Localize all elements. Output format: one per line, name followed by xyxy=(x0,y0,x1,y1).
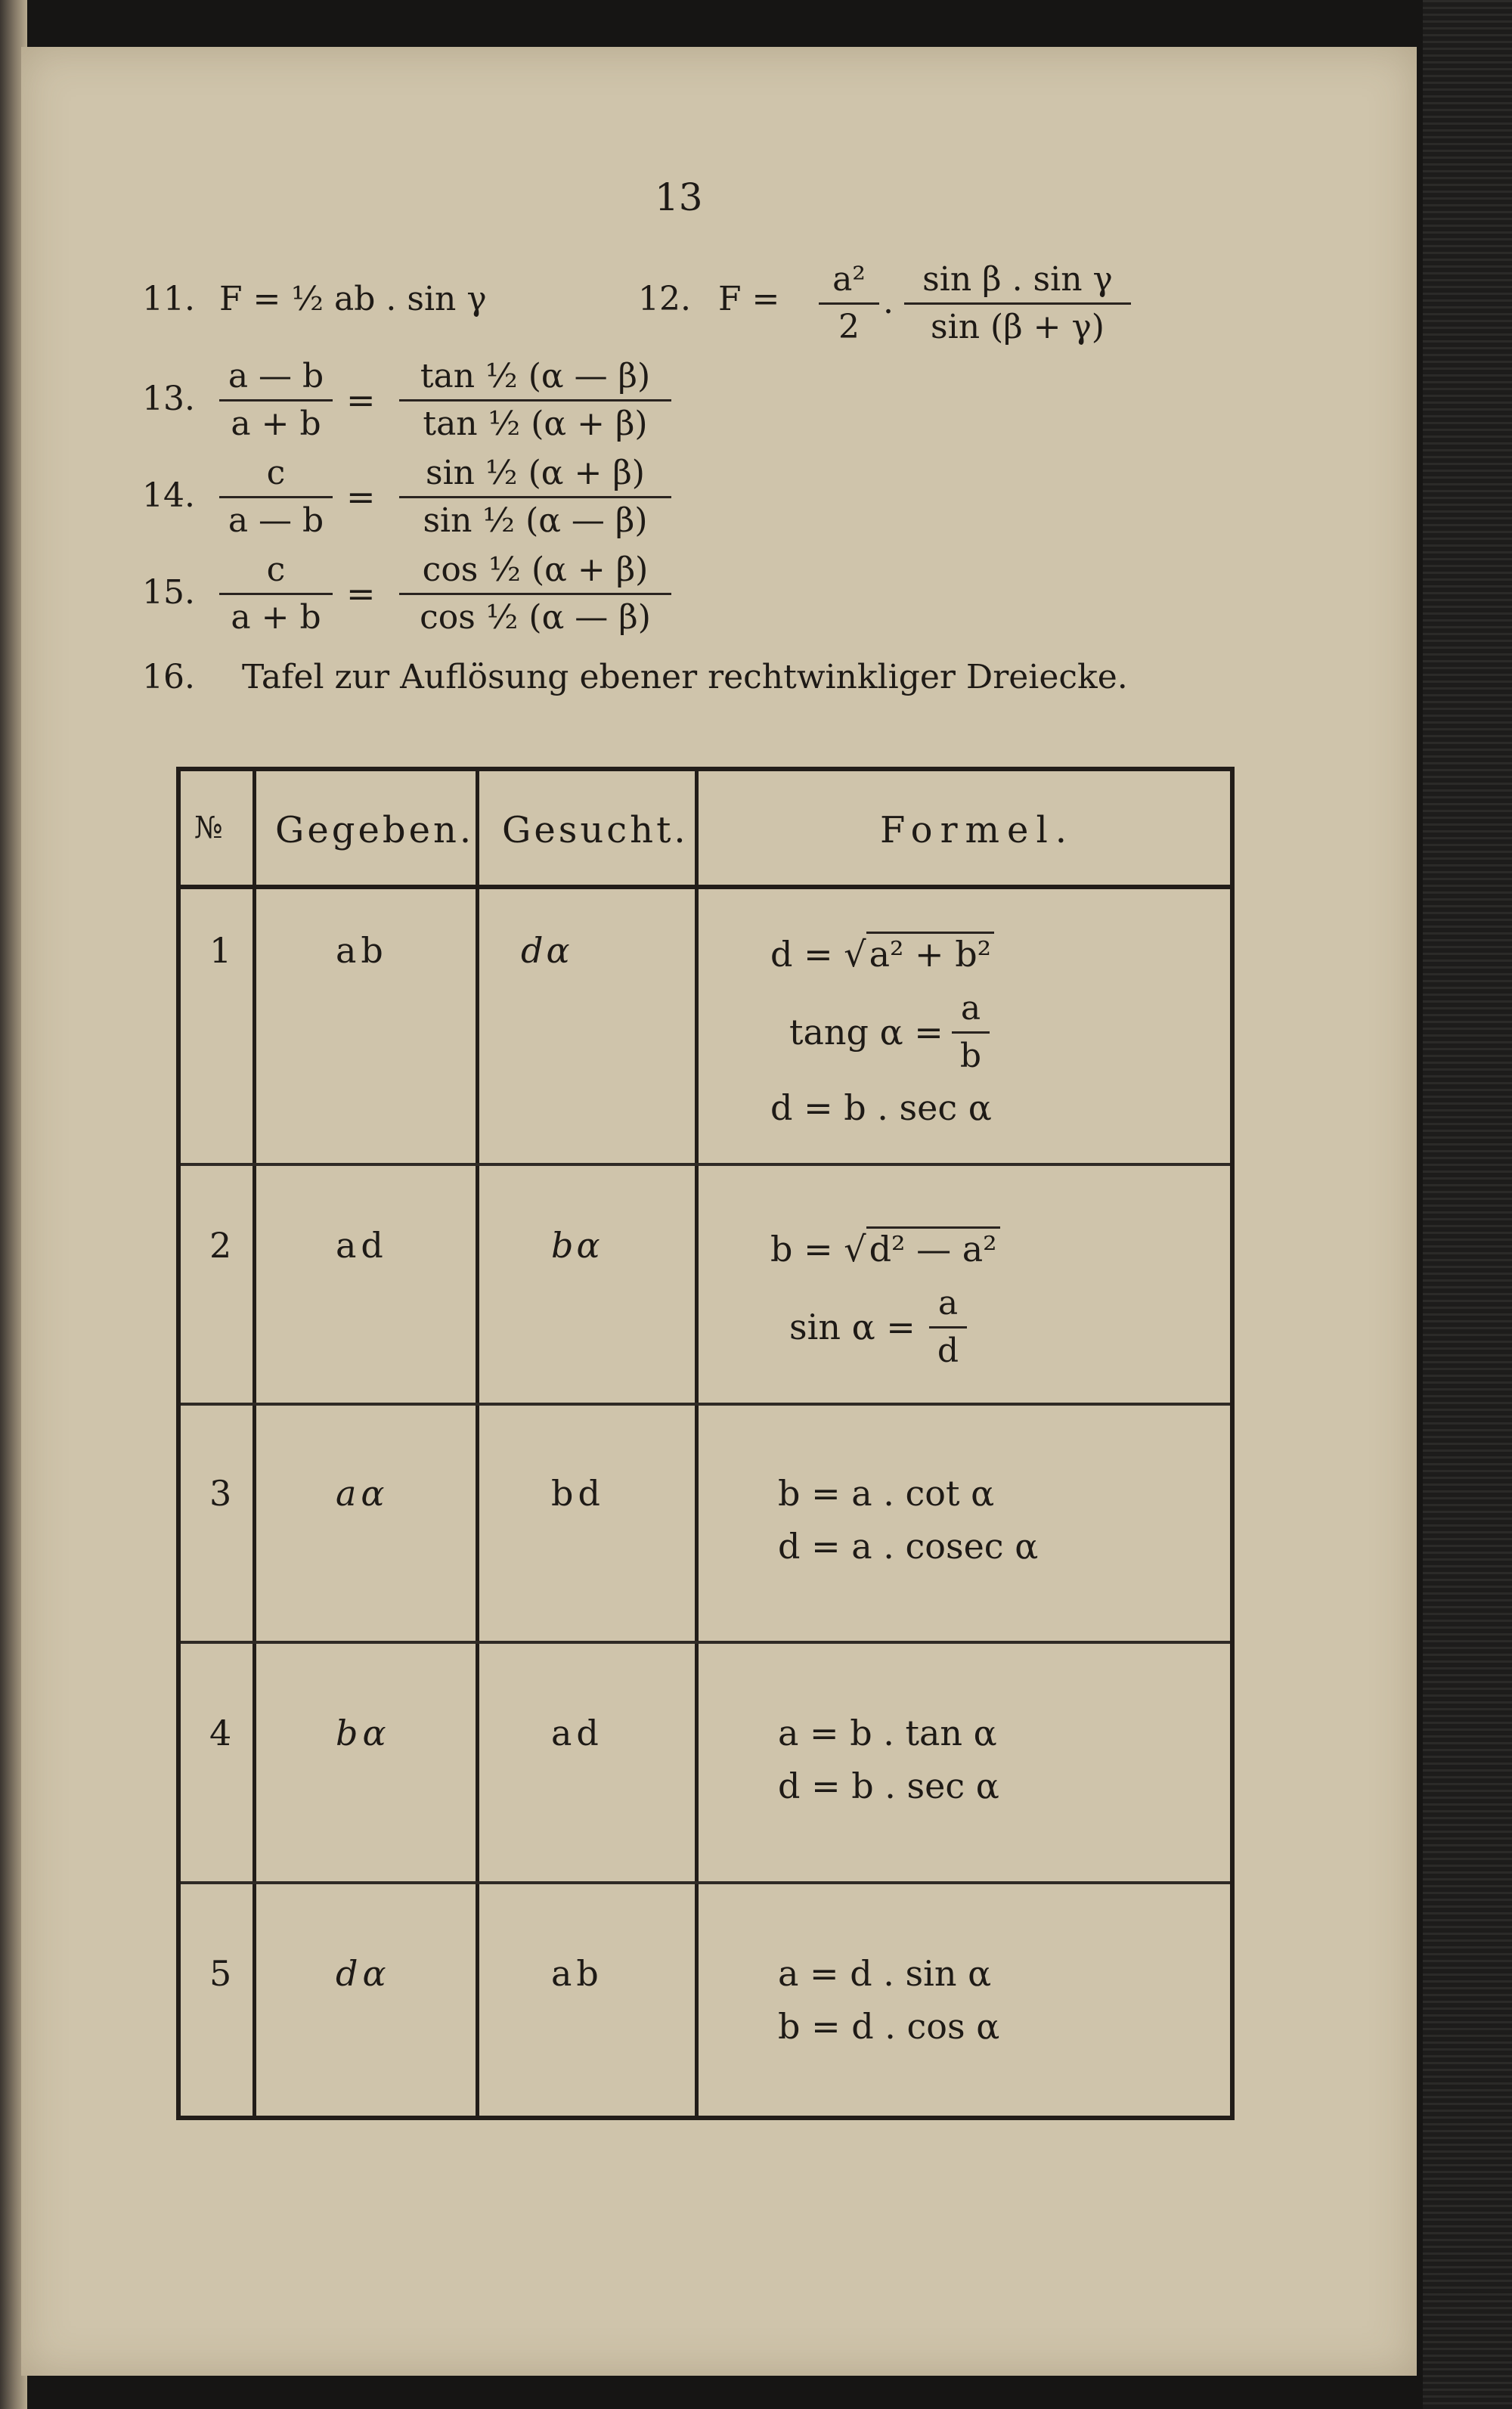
formula-13-num: 13. xyxy=(142,380,195,418)
row-4-formula-2: d = b . sec α xyxy=(778,1766,999,1806)
row-2-sought: bα xyxy=(551,1225,603,1266)
formula-15-equals: = xyxy=(346,573,376,614)
row-1-no: 1 xyxy=(209,930,232,971)
header-given: Gegeben. xyxy=(275,809,475,851)
row-1-given: ab xyxy=(336,930,388,971)
book-cover-edge xyxy=(1423,0,1512,2409)
row-2-given: ad xyxy=(336,1225,388,1266)
formula-12-frac1: a² 2 xyxy=(819,259,879,349)
formula-14-num: 14. xyxy=(142,476,195,515)
row-5-sought: ab xyxy=(551,1953,603,1994)
header-sought: Gesucht. xyxy=(502,809,689,851)
row-3-sought: bd xyxy=(551,1473,605,1514)
section-16-num: 16. xyxy=(142,658,195,696)
formula-12-lhs: F = xyxy=(718,280,780,318)
section-16-title: Tafel zur Auflösung ebener rechtwinkliger Dreiecke. xyxy=(242,658,1128,696)
row-4-given: bα xyxy=(336,1713,391,1753)
formula-11: F = ½ ab . sin γ xyxy=(219,280,487,318)
row-1-sought: dα xyxy=(521,930,573,971)
page-number: 13 xyxy=(655,175,703,219)
row-1-formula-2: tang α = xyxy=(789,1012,943,1053)
formula-13-equals: = xyxy=(346,380,376,420)
row-1-formula-2-frac: a b xyxy=(952,987,990,1077)
formula-15-num: 15. xyxy=(142,573,195,612)
row-4-no: 4 xyxy=(209,1713,232,1753)
row-3-given: aα xyxy=(336,1473,389,1514)
row-3-formula-1: b = a . cot α xyxy=(778,1473,995,1514)
row-3-no: 3 xyxy=(209,1473,232,1514)
row-4-sought: ad xyxy=(551,1713,603,1753)
formula-14-left: c a — b xyxy=(219,452,333,542)
formula-15-right: cos ½ (α + β) cos ½ (α — β) xyxy=(399,549,671,639)
row-2-formula-2: sin α = xyxy=(789,1307,916,1347)
formula-13-right: tan ½ (α — β) tan ½ (α + β) xyxy=(399,355,671,445)
formula-11-num: 11. xyxy=(142,280,195,318)
row-1-formula-1: d = √a² + b² xyxy=(770,934,994,975)
row-5-given: dα xyxy=(336,1953,391,1994)
row-5-no: 5 xyxy=(209,1953,232,1994)
formula-14-equals: = xyxy=(346,476,376,517)
row-2-no: 2 xyxy=(209,1225,232,1266)
triangle-table xyxy=(176,767,1235,2120)
row-5-formula-2: b = d . cos α xyxy=(778,2006,1000,2047)
header-number: № xyxy=(194,811,226,845)
row-3-formula-2: d = a . cosec α xyxy=(778,1526,1039,1567)
formula-15-left: c a + b xyxy=(219,549,333,639)
row-2-formula-2-frac: a d xyxy=(929,1282,967,1372)
row-1-formula-3: d = b . sec α xyxy=(770,1087,992,1128)
row-4-formula-1: a = b . tan α xyxy=(778,1713,997,1753)
formula-12-frac2: sin β . sin γ sin (β + γ) xyxy=(904,259,1131,349)
row-2-formula-1: b = √d² — a² xyxy=(770,1229,1000,1270)
header-formula: Formel. xyxy=(880,809,1075,851)
row-5-formula-1: a = d . sin α xyxy=(778,1953,992,1994)
book-page xyxy=(21,47,1417,2376)
formula-12-num: 12. xyxy=(638,280,691,318)
formula-14-right: sin ½ (α + β) sin ½ (α — β) xyxy=(399,452,671,542)
formula-12-dot: . xyxy=(883,283,894,321)
formula-13-left: a — b a + b xyxy=(219,355,333,445)
